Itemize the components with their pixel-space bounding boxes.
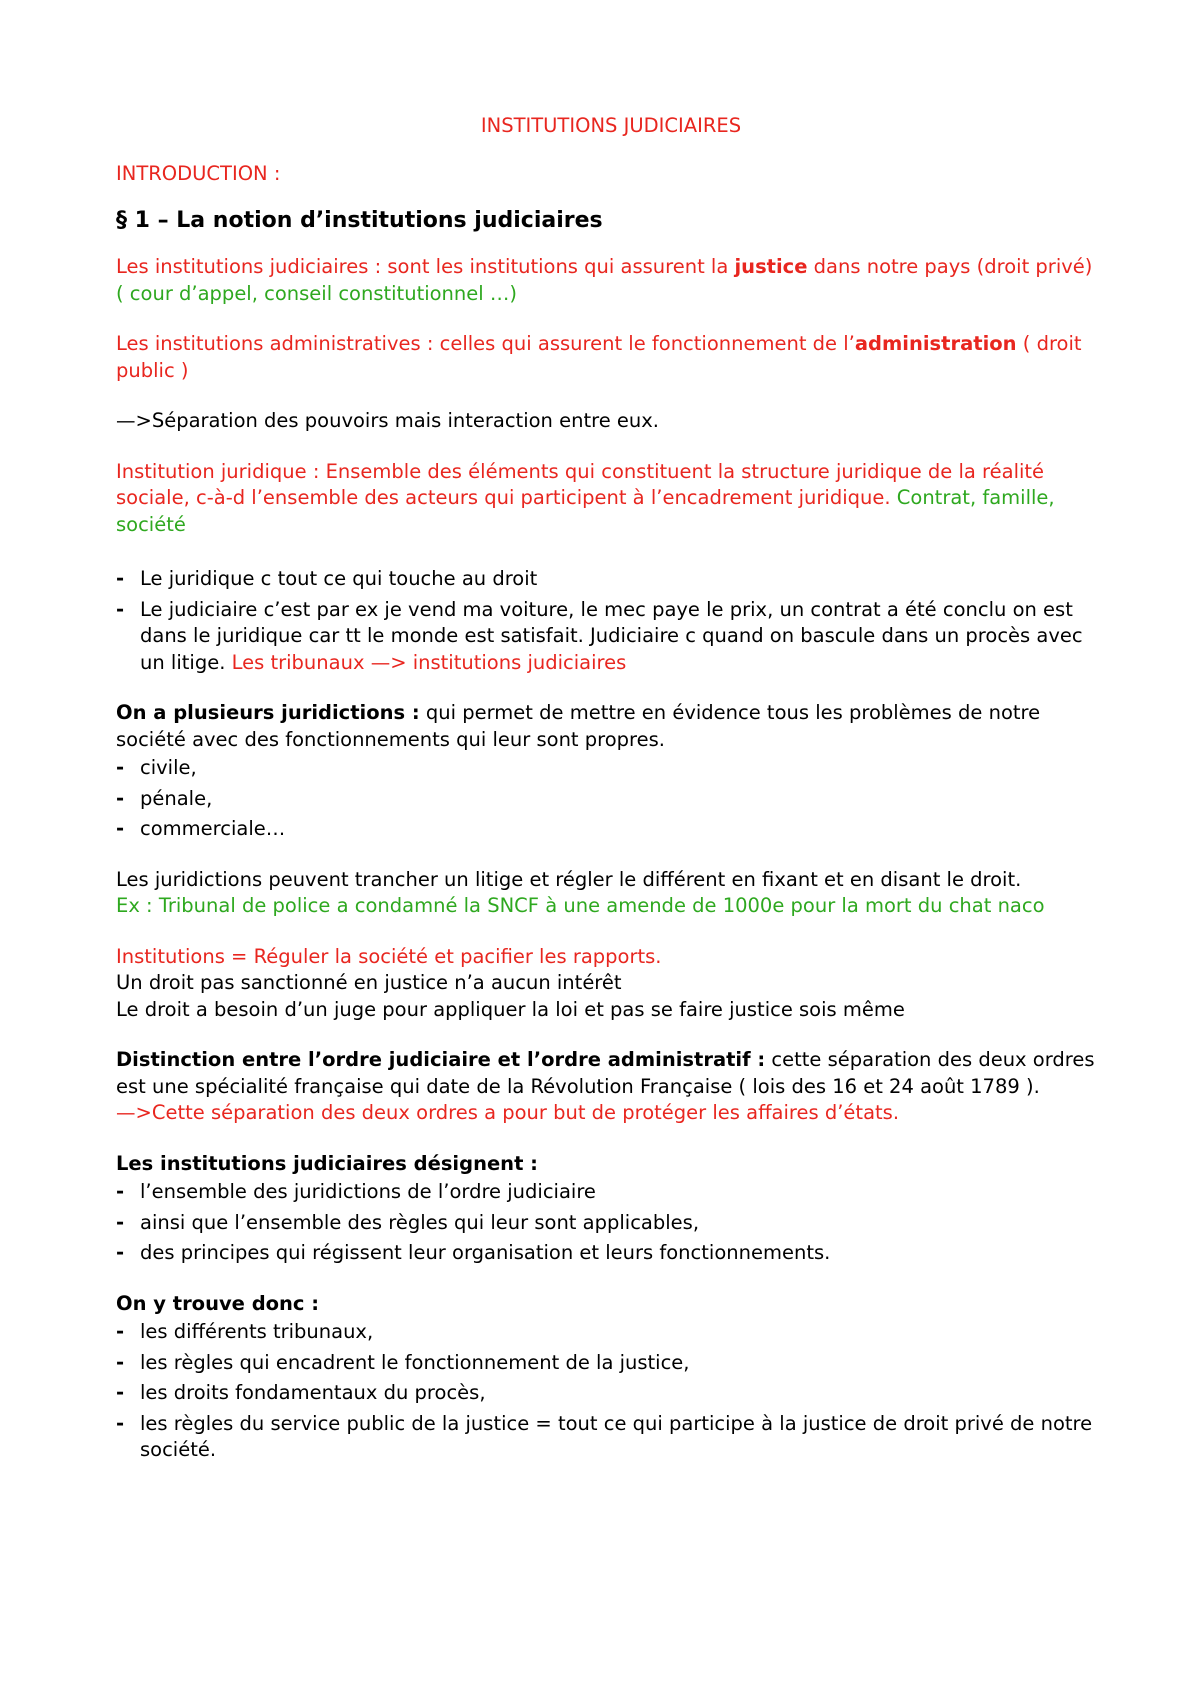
list-item: - pénale,: [116, 786, 1106, 813]
text-line: Le droit a besoin d’un juge pour appliquer la loi et pas se faire justice sois même: [116, 997, 905, 1021]
section-heading: § 1 – La notion d’institutions judiciaires: [116, 208, 603, 233]
example-text: Contrat, famille, société: [116, 486, 1055, 536]
text-segment: Les tribunaux —> institutions judiciaires: [225, 650, 627, 674]
list-item: - les règles qui encadrent le fonctionnement de la justice,: [116, 1350, 1106, 1377]
example-text: ( cour d’appel, conseil constitutionnel …): [116, 281, 517, 305]
paragraph-institutions-role: [116, 944, 1106, 1024]
introduction-heading: INTRODUCTION :: [116, 162, 281, 185]
text-segment: Les institutions judiciaires : sont les institutions qui assurent la: [116, 255, 735, 278]
paragraph-trancher: Les juridictions peuvent trancher un litige et régler le différent en fixant et en disant le droit.: [116, 867, 1022, 891]
paragraph-designent: [116, 1151, 1106, 1178]
juridictions-list: [116, 755, 1106, 843]
emphasis-text: Les institutions judiciaires désignent :: [116, 1151, 538, 1175]
text-segment: cette séparation des deux ordres est une spécialité française qui date de la Révolution Française ( lois des 16 et 24 août 1789 ).: [116, 1048, 1095, 1098]
list-item: - civile,: [116, 755, 1106, 782]
designent-list: [116, 1179, 1106, 1267]
trouve-list: [116, 1319, 1106, 1464]
text-segment: ( droit public ): [116, 332, 1082, 382]
list-item: - commerciale…: [116, 816, 1106, 843]
list-item: - les droits fondamentaux du procès,: [116, 1380, 1106, 1407]
list-item: [116, 597, 1106, 677]
text-segment: Le judiciaire c’est par ex je vend ma voiture, le mec paye le prix, un contrat a été conclu on est dans le juridique car tt le monde est satisfait. Judiciaire c quand on bascule dans un procès avec un litige.: [140, 597, 1083, 674]
paragraph-exemple: Ex : Tribunal de police a condamné la SNCF à une amende de 1000e pour la mort du chat naco: [116, 894, 1045, 917]
list-item: - les règles du service public de la justice = tout ce qui participe à la justice de droit privé de notre société.: [116, 1411, 1106, 1464]
text-segment: Les institutions administratives : celles qui assurent le fonctionnement de l’: [116, 332, 855, 355]
paragraph-institution-juridique: [116, 459, 1106, 539]
paragraph-distinction: [116, 1047, 1106, 1127]
text-segment: Institution juridique : Ensemble des éléments qui constituent la structure juridique de la réalité sociale, c-à-d l’ensemble des acteurs qui participent à l’encadrement juridique.: [116, 459, 1045, 509]
emphasis-text: administration: [854, 332, 1017, 355]
list-item: - ainsi que l’ensemble des règles qui leur sont applicables,: [116, 1210, 1106, 1237]
emphasis-text: On y trouve donc :: [116, 1291, 320, 1315]
list-item: - des principes qui régissent leur organisation et leurs fonctionnements.: [116, 1240, 1106, 1267]
emphasis-text: Distinction entre l’ordre judiciaire et l’ordre administratif :: [116, 1048, 766, 1071]
paragraph-trouve: [116, 1291, 1106, 1318]
emphasis-text: On a plusieurs juridictions :: [116, 701, 420, 724]
text-segment: —>Cette séparation des deux ordres a pour but de protéger les affaires d’états.: [116, 1101, 900, 1124]
paragraph-institutions-judiciaires: [116, 254, 1106, 307]
list-item: - l’ensemble des juridictions de l’ordre judiciaire: [116, 1179, 1106, 1206]
document-page: [116, 112, 1106, 1488]
list-item: - les différents tribunaux,: [116, 1319, 1106, 1346]
text-line: Un droit pas sanctionné en justice n’a aucun intérêt: [116, 971, 622, 994]
emphasis-text: justice: [734, 255, 808, 278]
paragraph-institutions-administratives: [116, 331, 1106, 384]
text-segment: qui permet de mettre en évidence tous les problèmes de notre société avec des fonctionnements qui leur sont propres.: [116, 701, 1041, 751]
document-title: INSTITUTIONS JUDICIAIRES: [480, 114, 742, 137]
text-line: Institutions = Réguler la société et pacifier les rapports.: [116, 944, 662, 968]
definition-list: [116, 566, 1106, 676]
text-segment: dans notre pays (droit privé): [807, 255, 1093, 278]
list-item: - Le juridique c tout ce qui touche au droit: [116, 566, 1106, 593]
paragraph-separation: —>Séparation des pouvoirs mais interaction entre eux.: [116, 409, 659, 432]
paragraph-juridictions: [116, 700, 1106, 753]
